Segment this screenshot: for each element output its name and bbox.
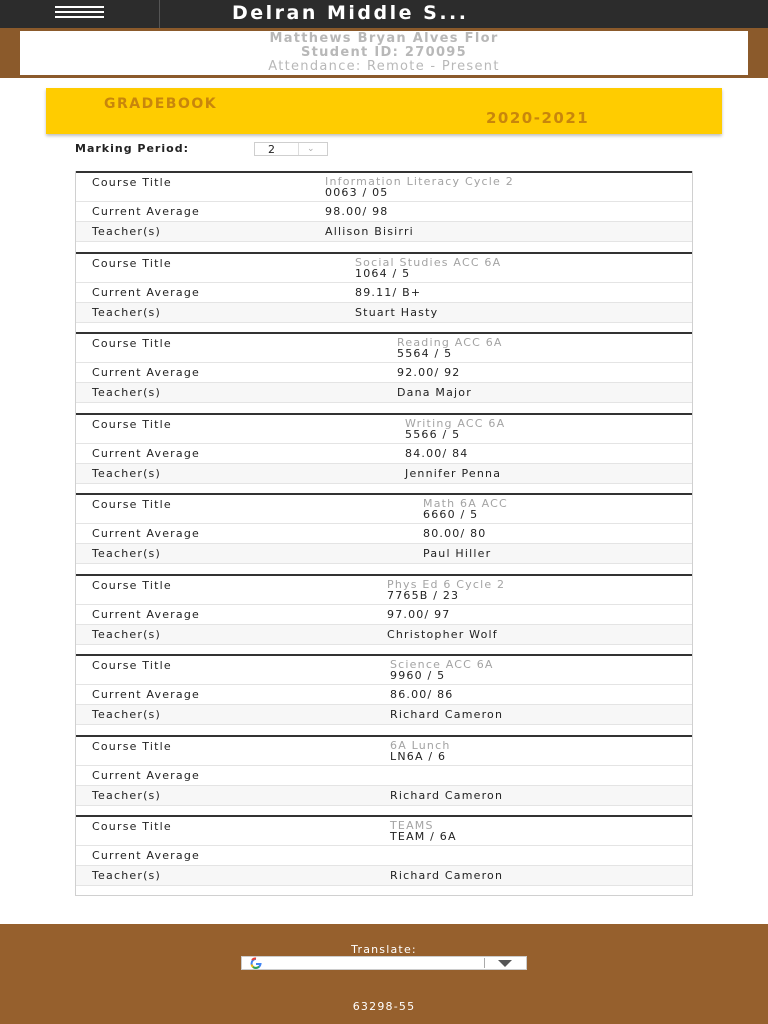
- course-name-link[interactable]: TEAMS: [390, 819, 434, 832]
- translate-select[interactable]: [241, 956, 527, 970]
- course-block: [76, 654, 692, 735]
- course-code: 0063 / 05: [325, 186, 389, 199]
- teacher-row: [76, 786, 692, 806]
- chevron-down-icon: ⌄: [298, 143, 315, 155]
- current-average-label: Current Average: [92, 768, 200, 782]
- teacher-label: Teacher(s): [92, 547, 161, 560]
- teacher-row: [76, 625, 692, 645]
- student-id: Student ID: 270095: [301, 45, 467, 60]
- teacher-name: Dana Major: [397, 386, 472, 399]
- current-average-row: [76, 202, 692, 222]
- course-title-label: Course Title: [92, 739, 172, 753]
- attendance-status: Attendance: Remote - Present: [268, 59, 500, 74]
- teacher-name: Allison Bisirri: [325, 225, 414, 238]
- course-block: [76, 735, 692, 816]
- course-code: 5566 / 5: [405, 427, 461, 441]
- current-average-row: [76, 524, 692, 544]
- teacher-row: [76, 866, 692, 886]
- current-average-row: [76, 444, 692, 464]
- current-average-label: Current Average: [92, 849, 200, 862]
- teacher-label: Teacher(s): [92, 466, 161, 480]
- teacher-name: Stuart Hasty: [355, 305, 439, 319]
- teacher-label: Teacher(s): [92, 627, 161, 641]
- course-code: 6660 / 5: [423, 508, 479, 521]
- current-average-value: 97.00/ 97: [387, 607, 451, 621]
- course-title-label: Course Title: [92, 659, 172, 672]
- course-title-label: Course Title: [92, 578, 172, 592]
- teacher-name: Christopher Wolf: [387, 627, 498, 641]
- select-divider: [484, 958, 485, 968]
- current-average-row: [76, 605, 692, 625]
- course-block: [76, 413, 692, 494]
- course-block: [76, 574, 692, 655]
- app-title: Delran Middle S...: [232, 2, 469, 24]
- hamburger-icon[interactable]: [55, 6, 104, 22]
- course-name-link[interactable]: Science ACC 6A: [390, 658, 494, 671]
- teacher-name: Paul Hiller: [423, 547, 492, 560]
- course-title-row: [76, 576, 692, 605]
- course-block: [76, 171, 692, 252]
- teacher-row: [76, 705, 692, 725]
- google-logo-icon: [248, 957, 282, 969]
- course-title-label: Course Title: [92, 498, 172, 511]
- current-average-label: Current Average: [92, 607, 200, 621]
- course-code: LN6A / 6: [390, 749, 447, 763]
- teacher-row: [76, 222, 692, 242]
- top-bar: [0, 0, 768, 28]
- translate-label: Translate:: [351, 943, 417, 956]
- course-code: TEAM / 6A: [390, 830, 457, 843]
- course-title-label: Course Title: [92, 337, 172, 350]
- course-name-link[interactable]: Reading ACC 6A: [397, 336, 503, 349]
- marking-period-label: Marking Period:: [75, 142, 189, 155]
- footer: [0, 924, 768, 1024]
- current-average-row: [76, 685, 692, 705]
- course-code: 5564 / 5: [397, 347, 453, 360]
- footer-code: 63298-55: [352, 1000, 416, 1013]
- teacher-name: Jennifer Penna: [405, 466, 502, 480]
- current-average-label: Current Average: [92, 366, 200, 379]
- current-average-value: 80.00/ 80: [423, 527, 487, 540]
- teacher-label: Teacher(s): [92, 225, 161, 238]
- course-block: [76, 493, 692, 574]
- current-average-row: [76, 283, 692, 303]
- current-average-label: Current Average: [92, 446, 200, 460]
- teacher-label: Teacher(s): [92, 386, 161, 399]
- current-average-row: [76, 363, 692, 383]
- course-title-label: Course Title: [92, 176, 172, 189]
- course-code: 7765B / 23: [387, 588, 460, 602]
- current-average-label: Current Average: [92, 285, 200, 299]
- current-average-row: [76, 846, 692, 866]
- course-title-row: [76, 737, 692, 766]
- course-title-row: [76, 495, 692, 524]
- teacher-row: [76, 544, 692, 564]
- current-average-row: [76, 766, 692, 786]
- teacher-row: [76, 383, 692, 403]
- menu-button[interactable]: [0, 0, 160, 28]
- current-average-value: 89.11/ B+: [355, 285, 422, 299]
- gradebook-banner: [46, 88, 722, 134]
- teacher-row: [76, 464, 692, 484]
- course-title-label: Course Title: [92, 417, 172, 431]
- marking-period-value: 2: [268, 143, 275, 156]
- student-name: Matthews Bryan Alves Flor: [269, 31, 499, 46]
- teacher-label: Teacher(s): [92, 305, 161, 319]
- current-average-value: 92.00/ 92: [397, 366, 461, 379]
- course-block: [76, 815, 692, 896]
- teacher-name: Richard Cameron: [390, 788, 504, 802]
- student-info-card: [20, 31, 748, 75]
- course-title-label: Course Title: [92, 256, 172, 270]
- current-average-value: 98.00/ 98: [325, 205, 389, 218]
- course-name-link[interactable]: Information Literacy Cycle 2: [325, 175, 514, 188]
- teacher-label: Teacher(s): [92, 708, 161, 721]
- course-title-row: [76, 254, 692, 283]
- course-title-row: [76, 415, 692, 444]
- courses-table: [75, 171, 693, 896]
- teacher-name: Richard Cameron: [390, 869, 504, 882]
- dropdown-arrow-icon[interactable]: [498, 960, 512, 967]
- course-title-row: [76, 173, 692, 202]
- teacher-label: Teacher(s): [92, 788, 161, 802]
- course-title-label: Course Title: [92, 820, 172, 833]
- course-block: [76, 332, 692, 413]
- course-title-row: [76, 334, 692, 363]
- current-average-value: 86.00/ 86: [390, 688, 454, 701]
- school-year: 2020-2021: [486, 109, 590, 127]
- gradebook-title: GRADEBOOK: [104, 96, 218, 112]
- teacher-label: Teacher(s): [92, 869, 161, 882]
- course-code: 1064 / 5: [355, 266, 411, 280]
- current-average-label: Current Average: [92, 527, 200, 540]
- teacher-row: [76, 303, 692, 323]
- course-title-row: [76, 656, 692, 685]
- teacher-name: Richard Cameron: [390, 708, 504, 721]
- current-average-label: Current Average: [92, 688, 200, 701]
- current-average-value: 84.00/ 84: [405, 446, 469, 460]
- course-name-link[interactable]: Phys Ed 6 Cycle 2: [387, 577, 506, 591]
- course-name-link[interactable]: Math 6A ACC: [423, 497, 508, 510]
- course-name-link[interactable]: 6A Lunch: [390, 738, 451, 752]
- course-title-row: [76, 817, 692, 846]
- course-name-link[interactable]: Writing ACC 6A: [405, 416, 506, 430]
- marking-period-select[interactable]: [254, 142, 328, 156]
- course-name-link[interactable]: Social Studies ACC 6A: [355, 255, 502, 269]
- course-code: 9960 / 5: [390, 669, 446, 682]
- course-block: [76, 252, 692, 333]
- current-average-label: Current Average: [92, 205, 200, 218]
